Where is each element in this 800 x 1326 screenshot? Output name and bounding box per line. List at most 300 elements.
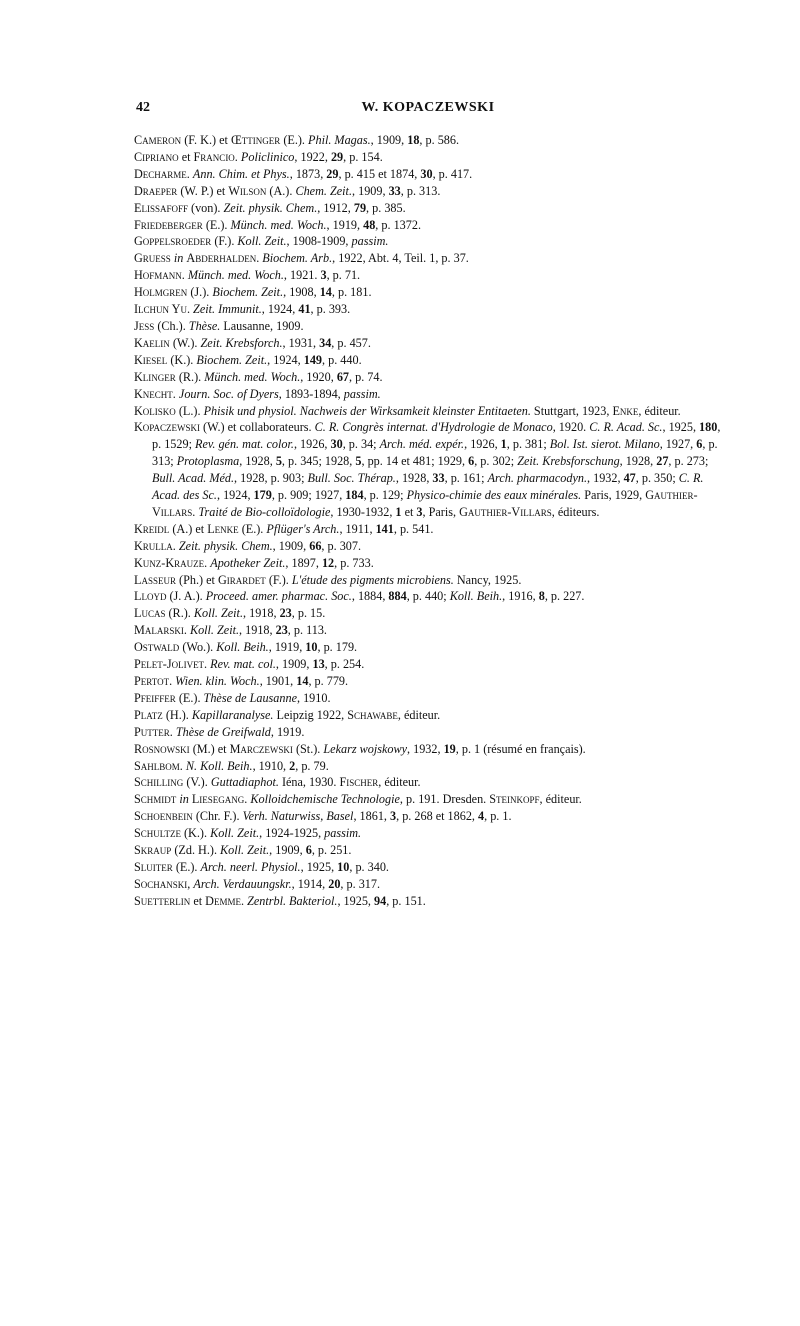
publication-title: Ann. Chim. et Phys. [192,166,290,181]
volume-number: 13 [312,657,325,672]
citation-text: (E.). [202,217,231,232]
author-name: Gruess [134,251,171,266]
citation-text: , p. 345; 1928, [281,454,356,469]
publication-title: Policlinico [240,149,295,164]
author-name: Kaelin [134,335,170,350]
citation-text: , p. 71. [326,268,361,283]
author-name: Lasseur [134,572,176,587]
citation-text: , 1920. [552,420,590,435]
citation-text: , p. 227. [544,589,585,604]
author-name: Kiesel [134,352,168,367]
citation-text: , 1924, [216,488,254,503]
bibliography-entry [134,386,730,403]
author-name: Krulla. [134,538,176,553]
volume-number: 94 [374,893,387,908]
publication-title: C. R. Acad. des Sc. [152,471,704,503]
citation-text: (F.). [211,234,238,249]
citation-text: (V.). [183,775,211,790]
publication-title: passim. [343,386,381,401]
publication-title: Koll. Zeit. [237,234,287,249]
citation-text: (K.). [180,826,211,841]
citation-text: , p. 151. [386,893,426,908]
volume-number: 3 [320,268,327,283]
publication-title: Koll. Beih. [449,589,503,604]
publication-title: Phisik und physiol. Nachweis der Wirksamkeit kleinster Entitaeten. [203,403,531,418]
citation-text: , p. 254. [324,657,365,672]
author-name: Jess [134,318,155,333]
author-name: Sochanski, [134,876,191,891]
volume-number: 5 [275,454,282,469]
author-name: Abderhalden. [186,251,260,266]
publication-title: Bull. Soc. Thérap. [307,471,396,486]
bibliography-entry [134,403,730,420]
citation-text: (L.). [175,403,204,418]
author-name: Lloyd [134,589,167,604]
publication-title: Koll. Beih. [216,640,269,655]
publication-title: Traité de Bio-colloïdologie [198,504,331,519]
citation-text: , 1927, [659,437,697,452]
volume-number: 19 [443,741,456,756]
citation-text: , p. 317. [340,876,381,891]
publication-title: Münch. med. Woch. [187,268,284,283]
citation-text: , p. 79. [295,758,329,773]
author-name: Pertot. [134,674,173,688]
citation-text: (A.) et [169,521,208,536]
author-name: Skraup [134,843,172,858]
citation-text: (von). [187,200,224,215]
citation-text: , 1919. [270,724,305,739]
author-name: Friedeberger [134,217,203,232]
publication-title: Phil. Magas. [308,133,371,147]
publication-title: Zeit. physik. Chem. [223,200,318,215]
author-name: Fischer [339,775,379,790]
volume-number: 184 [345,488,364,503]
volume-number: 33 [432,471,445,486]
citation-text: , p. 307. [321,538,362,553]
volume-number: 6 [305,843,312,858]
publication-title: Münch. med. Woch. [230,217,327,232]
citation-text: (Wo.). [179,640,217,655]
citation-text: , 1884, [351,589,389,604]
citation-text: , 1873, [289,166,327,181]
citation-text: , 1926, [464,437,501,452]
author-name: Gauthier-Villars. [152,488,698,519]
citation-text: , p. 179. [317,640,358,655]
bibliography-entry [134,622,730,639]
citation-text: , 1930-1932, [330,504,396,519]
volume-number: 12 [321,555,335,570]
publication-title: Journ. Soc. of Dyers [178,386,279,401]
citation-text: , p. 191. Dresden. [399,792,490,807]
citation-text: , éditeur. [378,775,421,790]
citation-text: , p. 393. [310,302,351,317]
citation-text: , p. 1. [484,809,512,824]
publication-title: Koll. Zeit. [193,606,243,621]
running-head: W. KOPACZEWSKI [361,100,495,115]
publication-title: Kolloidchemische Technologie [250,792,400,807]
citation-text: (J.). [187,285,213,300]
citation-text: , 1924-1925, [259,826,325,841]
publication-title: Kapillaranalyse. [191,707,274,722]
publication-title: Biochem. Arb. [262,251,333,266]
publication-title: Bull. Acad. Méd. [152,471,235,486]
author-name: Pelet-Jolivet. [134,657,208,672]
publication-title: Proceed. amer. pharmac. Soc. [205,589,352,604]
publication-title: Wien. klin. Woch. [175,674,260,688]
author-name: Schoenbein [134,809,193,824]
citation-text: , éditeurs. [551,504,600,519]
citation-text: (H.). [162,707,192,722]
publication-title: Physico-chimie des eaux minérales. [406,488,582,503]
author-name: Wilson [228,183,267,198]
bibliography-entry [134,217,730,234]
author-name: Knecht. [134,386,176,401]
citation-text: , 1925, [300,859,338,874]
citation-text: , p. 909; 1927, [271,488,346,503]
citation-text: (Ch.). [154,318,189,333]
citation-text: , 1918, [243,606,280,621]
citation-text: , p. 273; [668,454,709,469]
author-name: Kopaczewski [134,420,200,435]
bibliography-entry [134,842,730,859]
citation-text: (F.). [265,572,292,587]
bibliography-entry [134,301,730,318]
publication-title: Koll. Zeit. [210,826,260,841]
volume-number: 33 [388,183,401,198]
publication-title: Zeit. physik. Chem. [178,538,273,553]
bibliography-list [134,132,730,910]
publication-title: Biochem. Zeit. [196,352,268,367]
citation-text: , 1925, [337,893,375,908]
volume-number: 48 [363,217,376,232]
citation-text: (E.). [238,521,267,536]
citation-text: , p. 302; [474,454,518,469]
citation-text: , p. 161; [444,471,488,486]
citation-text: (A.). [266,183,296,198]
citation-text: , p. 181. [331,285,372,300]
bibliography-entry [134,673,730,690]
citation-text: (E.). [280,133,309,147]
citation-text: , p. 381; [506,437,550,452]
citation-text: , p. 154. [343,149,383,164]
volume-number: 6 [468,454,475,469]
citation-text: , p. 440. [322,352,362,367]
citation-text: , Paris, [422,504,460,519]
publication-title: in [179,792,189,807]
volume-number: 10 [305,640,318,655]
author-name: Kolisko [134,403,176,418]
citation-text: , p. 457. [331,335,371,350]
bibliography-entry [134,352,730,369]
author-name: Platz [134,707,163,722]
author-name: Schultze [134,826,181,841]
publication-title: passim. [351,234,389,249]
bibliography-entry [134,707,730,724]
citation-text: , p. 34; [342,437,380,452]
citation-text: , p. 385. [366,200,406,215]
volume-number: 79 [353,200,367,215]
bibliography-entry [134,284,730,301]
bibliography-entry [134,741,730,758]
publication-title: Zentrbl. Bakteriol. [247,893,338,908]
citation-text: (Chr. F.). [192,809,243,824]
publication-title: Bol. Ist. sierot. Milano [549,437,660,452]
volume-number: 29 [330,149,344,164]
citation-text: , p. 113. [287,623,327,638]
citation-text: , p. 74. [349,369,383,384]
page-header [136,100,720,124]
author-name: Francio. [193,149,238,164]
publication-title: passim. [324,826,362,841]
publication-title: Guttadiaphot. [210,775,279,790]
publication-title: Koll. Zeit. [220,843,270,858]
citation-text: , éditeur. [397,707,441,722]
citation-text: , 1910. [296,690,331,705]
citation-text: , p. 313. [400,183,441,198]
citation-text: , 1918, [239,623,276,638]
citation-text: , 1932, [407,741,444,756]
publication-title: Apotheker Zeit. [210,555,286,570]
publication-title: Arch. neerl. Physiol. [200,859,301,874]
author-name: Hofmann. [134,268,185,283]
citation-text: Lausanne, 1909. [220,318,304,333]
bibliography-entry [134,166,730,183]
citation-text: , p. 415 et 1874, [338,166,421,181]
bibliography-entry [134,369,730,386]
bibliography-entry [134,639,730,656]
volume-number: 6 [696,437,703,452]
citation-text: , p. 251. [311,843,352,858]
citation-text: , p. 1 (résumé en français). [455,741,586,756]
author-name: Gauthier-Villars [459,504,552,519]
publication-title: Rev. gén. mat. color. [195,437,294,452]
publication-title: C. R. Acad. Sc. [589,420,663,435]
citation-text: , p. 440; [406,589,450,604]
volume-number: 20 [328,876,341,891]
author-name: Enke [612,403,639,418]
bibliography-entry [134,774,730,791]
author-name: Lenke [207,521,239,536]
volume-number: 5 [355,454,362,469]
publication-title: Verh. Naturwiss, Basel [242,809,354,824]
volume-number: 884 [388,589,407,604]
citation-text: Leipzig 1922, [273,707,348,722]
citation-text: , 1897, [285,555,322,570]
page-number: 42 [136,100,150,115]
author-name: Putter. [134,724,173,739]
publication-title: C. R. Congrès internat. d'Hydrologie de Monaco [314,420,553,435]
bibliography-entry [134,825,730,842]
publication-title: in [173,251,184,266]
publication-title: Arch. Verdauungskr. [193,876,292,891]
citation-text: (W.) et collaborateurs. [199,420,315,435]
publication-title: N. Koll. Beih. [185,758,253,773]
citation-text: , p. 340. [349,859,389,874]
publication-title: Rev. mat. col. [210,657,276,672]
citation-text: , p. 733. [334,555,374,570]
volume-number: 47 [623,471,636,486]
volume-number: 141 [375,521,394,536]
citation-text: , 1921. [283,268,321,283]
citation-text: , 1924, [261,302,299,317]
citation-text: , 1931, [282,335,320,350]
citation-text: Paris, 1929, [581,488,646,503]
citation-text: , 1932, [587,471,624,486]
author-name: Ostwald [134,640,180,655]
bibliography-entry [134,521,730,538]
author-name: Cameron [134,133,182,147]
author-name: Goppelsroeder [134,234,212,249]
citation-text: (W. P.) et [177,183,229,198]
volume-number: 29 [326,166,339,181]
citation-text: et [190,893,206,908]
citation-text: , 1901, [259,674,297,688]
volume-number: 3 [416,504,423,519]
citation-text: , 1910, [252,758,290,773]
publication-title: Zeit. Immunit. [193,302,262,317]
publication-title: Chem. Zeit. [295,183,352,198]
citation-text: , 1919, [268,640,306,655]
citation-text: , 1922, Abt. 4, Teil. 1, p. 37. [332,251,469,266]
bibliography-entry [134,588,730,605]
volume-number: 23 [275,623,288,638]
citation-text: , p. 417. [432,166,473,181]
citation-text: , 1924, [267,352,304,367]
author-name: Demme. [205,893,245,908]
publication-title: Biochem. Zeit. [212,285,284,300]
citation-text: (Zd. H.). [171,843,221,858]
citation-text: , 1911, [339,521,376,536]
citation-text: , 1922, [294,149,331,164]
author-name: Decharme. [134,166,190,181]
bibliography-entry [134,724,730,741]
volume-number: 30 [420,166,433,181]
publication-title: Lekarz wojskowy [323,741,408,756]
publication-title: Pflüger's Arch. [266,521,340,536]
citation-text: (E.). [175,690,204,705]
citation-text: , p. 541. [393,521,434,536]
bibliography-entry [134,200,730,217]
author-name: Girardet [217,572,266,587]
publication-title: Koll. Zeit. [189,623,240,638]
citation-text: (E.). [172,859,201,874]
citation-text: , 1925, [662,420,700,435]
citation-text: , p. 313; [152,437,718,469]
citation-text: (M.) et [189,741,230,756]
author-name: Draeper [134,183,178,198]
author-name: Schilling [134,775,184,790]
volume-number: 14 [296,674,309,688]
bibliography-entry [134,250,730,267]
author-name: Steinkopf [489,792,540,807]
publication-title: Münch. med. Woch. [204,369,301,384]
citation-text: (R.). [175,369,205,384]
author-name: Malarski. [134,623,187,638]
citation-text: (Ph.) et [175,572,218,587]
citation-text: (J. A.). [166,589,206,604]
author-name: Kunz-Krauze. [134,555,208,570]
citation-text: , 1926, [293,437,331,452]
volume-number: 1 [395,504,402,519]
volume-number: 23 [279,606,292,621]
citation-text: (K.). [167,352,197,367]
author-name: Elissafoff [134,200,188,215]
author-name: Cipriano [134,149,179,164]
citation-text: (W.). [169,335,201,350]
bibliography-entry [134,859,730,876]
bibliography-entry [134,893,730,910]
publication-title: Arch. pharmacodyn. [487,471,588,486]
citation-text: , 1909, [269,843,306,858]
volume-number: 180 [699,420,718,435]
volume-number: 67 [336,369,349,384]
volume-number: 8 [538,589,545,604]
author-name: Ilchun Yu. [134,302,190,317]
publication-title: Zeit. Krebsforch. [200,335,283,350]
citation-text: , 1914, [291,876,329,891]
author-name: Suetterlin [134,893,191,908]
publication-title: Thèse de Greifwald [175,724,271,739]
publication-title: Thèse de Lausanne [203,690,297,705]
bibliography-entry [134,233,730,250]
citation-text: et [401,504,417,519]
publication-title: Thèse. [188,318,221,333]
citation-text: , 1919, [326,217,364,232]
citation-text: , 1928, [239,454,276,469]
citation-text: (R.). [165,606,194,621]
volume-number: 3 [390,809,397,824]
author-name: Schawabe [347,707,398,722]
volume-number: 18 [407,133,420,147]
citation-text: Iéna, 1930. [278,775,340,790]
citation-text: , 1909, [275,657,313,672]
volume-number: 34 [319,335,332,350]
volume-number: 149 [303,352,322,367]
citation-text: , éditeur. [638,403,681,418]
citation-text: , 1861, [353,809,390,824]
citation-text: , p. 15. [291,606,326,621]
publication-title: L'étude des pigments microbiens. [291,572,454,587]
author-name: Pfeiffer [134,690,176,705]
citation-text: , p. 1529; [152,420,721,452]
citation-text: , 1916, [502,589,539,604]
author-name: Sluiter [134,859,173,874]
citation-text: , p. 779. [308,674,349,688]
author-name: Œttinger [230,133,281,147]
bibliography-entry [134,318,730,335]
volume-number: 66 [309,538,322,553]
author-name: Lucas [134,606,166,621]
volume-number: 10 [337,859,350,874]
citation-text: , p. 350; [635,471,679,486]
bibliography-entry [134,419,730,520]
volume-number: 2 [289,758,296,773]
bibliography-entry [134,149,730,166]
volume-number: 14 [319,285,332,300]
volume-number: 4 [478,809,485,824]
volume-number: 179 [253,488,272,503]
volume-number: 1 [500,437,507,452]
citation-text: (St.). [292,741,324,756]
bibliography-entry [134,132,730,149]
citation-text: , éditeur. [539,792,582,807]
author-name: Sahlbom. [134,758,183,773]
bibliography-entry [134,605,730,622]
bibliography-entry [134,538,730,555]
citation-text: , 1908-1909, [286,234,352,249]
author-name: Marczewski [229,741,293,756]
publication-title: Arch. méd. expér. [379,437,465,452]
